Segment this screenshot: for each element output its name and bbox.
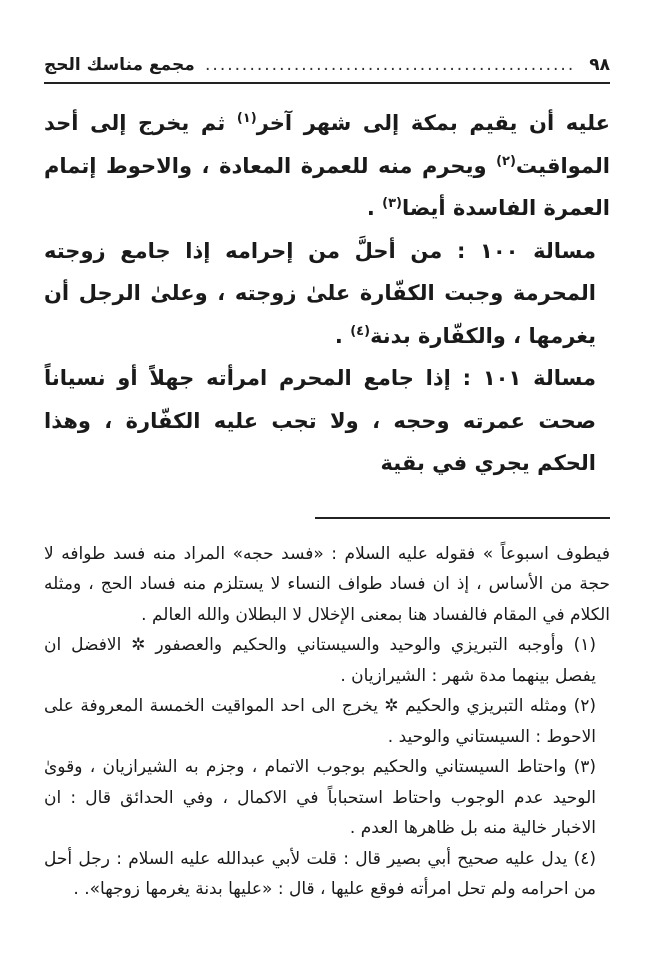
footnotes: [44, 539, 610, 905]
footnote-marker-2: (٢): [496, 153, 516, 169]
footnote-3: (٣) واحتاط السيستاني والحكيم بوجوب الاتمام ، وجزم به الشيرازيان ، وقوىٰ الوحيد عدم الوجوب واحتاط استحباباً في الاكمال ، وفي الحدائق قال : ان الاخبار خالية منه بل ظاهرها العدم .: [44, 757, 596, 838]
footnote-continuation: فيطوف اسبوعاً » فقوله عليه السلام : «فسد حجه» المراد منه فسد طوافه لا حجة من الأساس ، إذ ان فساد طواف النساء لا يستلزم منه فساد الحج ، ومثله الكلام في المقام فالفساد هنا بمعنى الإخلال لا البطلان والله العالم .: [44, 543, 610, 625]
footnote-marker-4: (٤): [350, 323, 371, 339]
footnote-marker-1: (١): [236, 111, 257, 126]
book-page: [44, 52, 610, 905]
issue-100-text: من أحلَّ من إحرامه إذا جامع زوجته المحرمة وجبت الكفّارة علىٰ زوجته ، وعلىٰ الرجل أن يغرمها ، والكفّارة بدنة: [44, 238, 596, 348]
footnote-2: (٢) ومثله التبريزي والحكيم ✲ يخرج الى احد المواقيت الخمسة المعروفة على الاحوط : السيستاني والوحيد .: [44, 696, 596, 747]
page-number: ٩٨: [589, 55, 610, 75]
text-run: ويحرم منه للعمرة المعادة ، والاحوط إتمام العمرة الفاسدة أيضا: [44, 153, 610, 220]
running-header: [44, 52, 610, 84]
paragraph-continuation: [44, 102, 610, 230]
issue-101-text: إذا جامع المحرم امرأته جهلاً أو نسياناً صحت عمرته وحجه ، ولا تجب عليه الكفّارة ، وهذا الحكم يجري في بقية: [44, 366, 596, 475]
text-run: عليه أن يقيم بمكة إلى شهر آخر: [256, 111, 611, 135]
footnote-marker-3: (٣): [382, 196, 402, 211]
footnote-1: (١) وأوجبه التبريزي والوحيد والسيستاني والحكيم والعصفور ✲ الافضل ان يفصل بينهما مدة شهر : الشيرازيان .: [44, 635, 596, 686]
text-run: .: [366, 196, 383, 220]
issue-100: [44, 230, 610, 358]
issue-100-label: مسالة ١٠٠ :: [456, 238, 596, 263]
book-title: مجمع مناسك الحج: [44, 55, 195, 75]
header-leader-dots: ..................................................: [205, 55, 576, 75]
text-run: ثم يخرج إلى أحد المواقيت: [44, 111, 611, 178]
footnote-separator: [315, 517, 610, 519]
footnote-4: (٤) يدل عليه صحيح أبي بصير قال : قلت لأبي عبدالله عليه السلام : رجل أحل من احرامه ولم تحل امرأته فوقع عليها ، قال : «عليها بدنة يغرمها زوجها». .: [44, 848, 596, 899]
main-text: [44, 102, 610, 485]
issue-101: [44, 357, 610, 485]
issue-101-label: مسالة ١٠١ :: [462, 366, 596, 390]
text-run: .: [334, 323, 351, 348]
